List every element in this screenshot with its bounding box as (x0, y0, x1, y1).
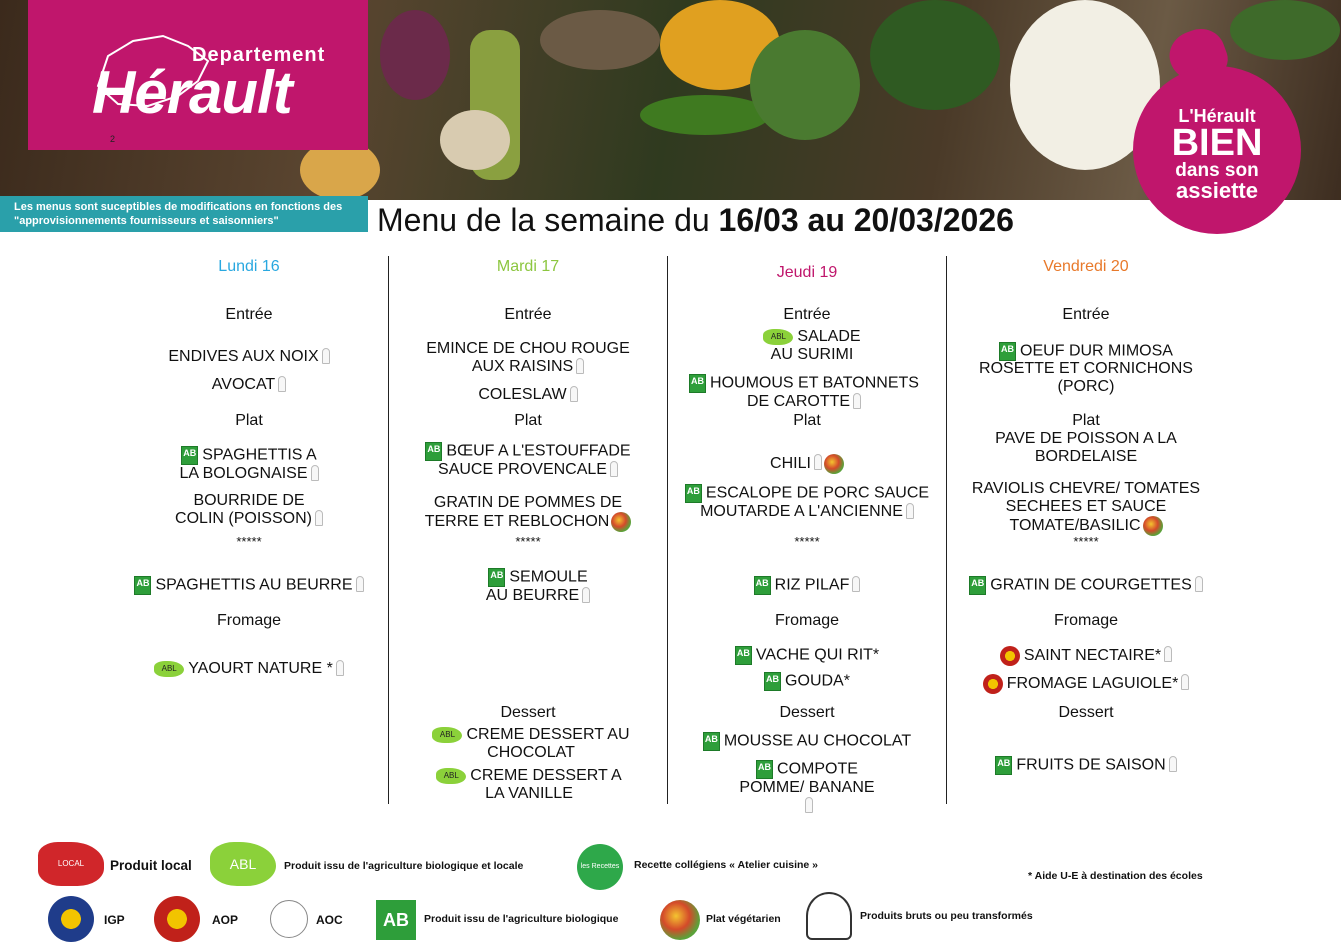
chef-hat-icon (1181, 674, 1189, 690)
onion-shape (380, 10, 450, 100)
ab-bio-icon: AB (756, 760, 773, 779)
legend-local: Produit local (110, 858, 192, 873)
menu-item: ROSETTE ET CORNICHONS (PORC) (979, 360, 1193, 395)
section-entree: Entrée (225, 306, 273, 323)
menu-item: BOURRIDE DE COLIN (POISSON) (110, 492, 388, 528)
menu-item: GRATIN DE POMMES DE TERRE ET REBLOCHON (389, 494, 667, 532)
ab-bio-icon: AB (999, 342, 1016, 361)
section-dessert: Dessert (1058, 704, 1114, 721)
ab-bio-icon: AB (995, 756, 1012, 775)
vegetarian-icon (1143, 516, 1163, 536)
section-plat: Plat (1072, 412, 1100, 429)
menu-item: CHILI (668, 454, 946, 474)
chef-hat-icon (853, 393, 861, 409)
menu-item: ABL SALADE AU SURIMI (668, 328, 946, 364)
menu-item: ABL CREME DESSERT A LA VANILLE (389, 767, 667, 803)
section-entree: Entrée (783, 306, 831, 323)
chef-hat-icon (336, 660, 344, 676)
menu-item: AB HOUMOUS ET BATONNETS DE CAROTTE (691, 374, 919, 410)
badge-line3: dans son (1175, 160, 1259, 181)
aop-icon (1000, 646, 1020, 666)
abl-icon: ABL (763, 329, 793, 345)
menu-item: ABL YAOURT NATURE * (110, 660, 388, 678)
zucchini-shape (1230, 0, 1340, 60)
logo-small-mark: 2 (110, 134, 116, 144)
menu-item: PAVE DE POISSON A LA BORDELAISE (995, 430, 1177, 465)
ab-bio-icon: AB (425, 442, 442, 461)
legend-ab: Produit issu de l'agriculture biologique (424, 913, 619, 925)
menu-item: AB GOUDA* (766, 672, 850, 690)
badge-line2: BIEN (1171, 122, 1263, 164)
menu-item: AB FRUITS DE SAISON (947, 756, 1225, 775)
ab-bio-icon: AB (969, 576, 986, 595)
ab-bio-icon: AB (754, 576, 771, 595)
ab-bio-icon: AB (376, 900, 416, 940)
badge-line1: L'Hérault (1178, 106, 1256, 126)
chef-hat-icon (356, 576, 364, 592)
local-map-icon: LOCAL (38, 842, 104, 886)
legend-abl: Produit issu de l'agriculture biologique et locale (284, 860, 524, 872)
day-column-mardi (389, 256, 667, 806)
menu-item: AB COMPOTE POMME/ BANANE (668, 760, 946, 815)
day-title: Mardi 17 (496, 258, 560, 275)
legend-recette: Recette collégiens « Atelier cuisine » (634, 859, 819, 871)
menu-item: SAINT NECTAIRE* (947, 646, 1225, 666)
menu-item: AB SPAGHETTIS A LA BOLOGNAISE (179, 446, 317, 482)
ab-bio-icon: AB (181, 446, 198, 465)
menu-item: AB ESCALOPE DE PORC SAUCE MOUTARDE A L'ANCIENNE (686, 484, 930, 520)
ab-bio-icon: AB (735, 646, 752, 665)
menu-item: AB RIZ PILAF (668, 576, 946, 595)
legend-aoc: AOC (316, 913, 343, 927)
section-dessert: Dessert (779, 704, 835, 721)
menu-item: AB SEMOULE AU BEURRE (389, 568, 667, 605)
day-column-lundi (110, 256, 388, 806)
vegetarian-icon (824, 454, 844, 474)
menu-item: AVOCAT (110, 376, 388, 394)
legend-bruts: Produits bruts ou peu transformés (860, 910, 1033, 922)
menu-item: AB OEUF DUR MIMOSA (1001, 342, 1173, 360)
abl-icon: ABL (436, 768, 466, 784)
separator-stars: ***** (236, 534, 262, 549)
ab-bio-icon: AB (703, 732, 720, 751)
chef-hat-icon (1195, 576, 1203, 592)
separator-stars: ***** (515, 534, 541, 549)
ab-bio-icon: AB (488, 568, 505, 587)
abl-icon: ABL (154, 661, 184, 677)
separator-stars: ***** (794, 534, 820, 549)
menu-item: AB SPAGHETTIS AU BEURRE (110, 576, 388, 595)
chef-hat-icon (1164, 646, 1172, 662)
chef-hat-icon (852, 576, 860, 592)
badge-bien-dans-son-assiette (1133, 66, 1301, 234)
badge-line4: assiette (1176, 178, 1258, 203)
menu-item: EMINCE DE CHOU ROUGE AUX RAISINS (426, 340, 630, 375)
chef-hat-icon (570, 386, 578, 402)
chef-hat-icon (322, 348, 330, 364)
week-title (377, 202, 1014, 239)
chef-hat-icon (582, 587, 590, 603)
chef-hat-icon (906, 503, 914, 519)
menu-item: AB VACHE QUI RIT* (736, 646, 880, 664)
menu-item: ENDIVES AUX NOIX (110, 348, 388, 366)
garlic-shape (540, 10, 660, 70)
chef-hat-icon (805, 797, 813, 813)
green-pepper-shape (640, 95, 770, 135)
section-plat: Plat (793, 412, 821, 429)
abl-icon: ABL (432, 727, 462, 743)
menu-item: COLESLAW (389, 386, 667, 404)
broccoli-shape (870, 0, 1000, 110)
chef-hat-icon (610, 461, 618, 477)
section-plat: Plat (514, 412, 542, 429)
mushroom-shape (440, 110, 510, 170)
menu-item: AB BŒUF A L'ESTOUFFADE SAUCE PROVENCALE (427, 442, 631, 478)
aoc-icon (270, 900, 308, 938)
section-dessert: Dessert (500, 704, 556, 721)
section-fromage: Fromage (774, 612, 840, 629)
legend-vegetarien: Plat végétarien (706, 913, 781, 925)
ab-bio-icon: AB (134, 576, 151, 595)
menu-item: AB MOUSSE AU CHOCOLAT (704, 732, 912, 750)
vegetarian-icon (660, 900, 700, 940)
day-title: Vendredi 20 (1043, 258, 1129, 275)
section-entree: Entrée (504, 306, 552, 323)
chef-hat-icon (1169, 756, 1177, 772)
abl-icon: ABL (210, 842, 276, 886)
chef-hat-icon (315, 510, 323, 526)
ab-bio-icon: AB (689, 374, 706, 393)
logo-name: Hérault (92, 59, 292, 126)
menu-item: FROMAGE LAGUIOLE* (947, 674, 1225, 694)
week-title-range: 16/03 au 20/03/2026 (718, 202, 1014, 238)
menu-item: AB GRATIN DE COURGETTES (947, 576, 1225, 595)
ab-bio-icon: AB (764, 672, 781, 691)
chef-hat-icon (814, 454, 822, 470)
legend-igp: IGP (104, 913, 125, 927)
igp-icon (48, 896, 94, 942)
day-column-vendredi (947, 256, 1225, 806)
day-column-jeudi (668, 256, 946, 806)
section-fromage: Fromage (1053, 612, 1119, 629)
week-title-prefix: Menu de la semaine du (377, 202, 719, 238)
avocado-shape (750, 30, 860, 140)
chef-hat-icon (278, 376, 286, 392)
menu-item: RAVIOLIS CHEVRE/ TOMATES SECHEES ET SAUCE TOMATE/BASILIC (971, 480, 1201, 535)
day-title: Lundi 16 (218, 258, 280, 275)
chef-hat-icon (311, 465, 319, 481)
recettes-icon: les Recettes (577, 844, 623, 890)
day-title: Jeudi 19 (776, 264, 838, 281)
aop-icon (154, 896, 200, 942)
separator-stars: ***** (1073, 534, 1099, 549)
section-entree: Entrée (1062, 306, 1110, 323)
vegetarian-icon (611, 512, 631, 532)
section-fromage: Fromage (216, 612, 282, 629)
menu-item: ABL CREME DESSERT AU CHOCOLAT (389, 726, 667, 762)
chef-hat-icon (806, 892, 852, 940)
legend-aop: AOP (212, 913, 239, 927)
legend-aide: * Aide U-E à destination des écoles (1028, 870, 1203, 882)
section-plat: Plat (235, 412, 263, 429)
logo-department: Departement (192, 44, 326, 66)
aop-icon (983, 674, 1003, 694)
ab-bio-icon: AB (685, 484, 702, 503)
chef-hat-icon (576, 358, 584, 374)
notice-bar: Les menus sont suceptibles de modifications en fonctions des "approvisionnements fournisseurs et saisonniers" (0, 196, 368, 232)
